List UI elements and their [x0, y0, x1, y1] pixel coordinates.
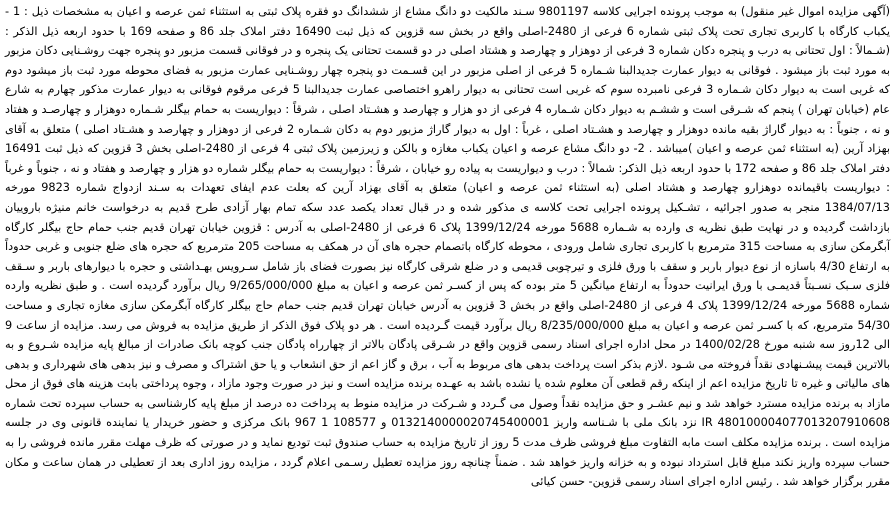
notice-body: (آگهی مزایده اموال غیر منقول) به موجب پرونده اجرایی کلاسه 9801197 سـند مالکیت دو دانگ مشاع از ششدانگ دو فقره پلاک ثبتی به استثناء ثمن عرصه و اعیان به مشخصات ذیل : 1 - یکباب کارگاه با کاربری تجاری تحت پلاک ثبتی شماره 6 فرعی از 2480-اصلی واقع در بخش سه قزوین که ذیل ثبت 16490 دفتر املاک جلد 86 و صفحه 169 با حدود اربعه ذیل الذکر : (شـمالاً : اول تحتانی به درب و پنجره دکان شماره 3 فرعی از دوهزار و چهارصد و هشتاد اصلی در دو قسمت تحتانی یک پنجره و در فوقانی قسمت مزبور دو پنجره جهت روشـنایی دکان مزبور به مورد ثبت باز میشود . فوقانی به دیوار عمارت جدیدالبنا شـماره 5 فرعی از اصلی مزبور در این قسـمت دو پنجره چهار روشـنایی عمارت مزبور به فضای محوطه مورد ثبت باز میشود دوم که غربی است به دیوار دکان شـماره 3 فرعی نامبرده سوم که غربی است تحتانی به دیوار راهرو اختصاصی عمارت جدیدالبنا 5 فرعی مرقوم فوقانی به دیوار عمارت مذکور چهارم به شارع عام (خیابان تهران ) پنجم که شـرقی است و ششـم به دیوار دکان شـماره 4 فرعی از دو هزار و چهارصد و هشـتاد اصلی ، شرقاً : دیواریست به حمام بیگلر شـماره دوهزار و چهارصـد و هفتاد و نه ، جنوباً : به دیوار گاراژ بقیه مانده دوهزار و چهارصد و هشـتاد اصلی ، غرباً : اول به دیوار گاراژ مزبور دوم به دکان شـماره 2 فرعی از دوهزار و چهارصد و هشـتاد اصلی ) متعلق به آقای بهزاد آرین (به استثناء ثمن عرصه و اعیان )میباشد . 2- دو دانگ مشاع عرصه و اعیان یکباب مغازه و بالکن و زیرزمین پلاک ثبتی 4 فرعی از 2480-اصلی بخش 3 قزوین که ذیل ثبت 16491 دفتر املاک جلد 86 و صفحه 172 با حدود اربعه ذیل الذکر: شمالاً : درب و دیواریست به پیاده رو خیابان ، شرقاً : دیواریست به حمام بیگلر شماره دو هزار و چهارصد و هفتاد و نه ، جنوباً و غرباً : دیواریست باقیمانده دوهزارو چهارصد و هشتاد اصلی (به استثناء ثمن عرصه و اعیان) متعلق به آقای بهزاد آرین که بعلت عدم ایفای تعهدات به سـند ازدواج شماره 9823 مورخه 1384/07/13 منجر به صدور اجرائیه ، تشـکیل پرونده اجرایی تحت کلاسه ی مذکور شده و در قبال تعداد یکصد عدد سکه تمام بهار آزادی طرح قدیم به درخواست خانم منیژه باروییان بازداشت گردیده و در نهایت طبق نظریه ی وارده به شـماره 5688 مورخه 1399/12/24 پلاک 6 فرعی از 2480-اصلی به آدرس : قزوین خیابان تهران قدیم جنب حمام حاج بیگلر کارگاه آبگرمکن سازی به مساحت 315 مترمربع با کاربری تجاری شامل ورودی ، محوطه کارگاه باتصمام حجره های آن در همکف به مساحت 205 مترمربع که حجره های ضلع جنوبی و غربی حدوداً به ارتفاع 4/30 باسازه از نوع دیوار باربر و سقف با ورق فلزی و تیرچوبی قدیمی و در ضلع شرقی کارگاه نیز بصورت فضای باز شامل سـرویس بهـداشتی و حجره با دیوارهای باربر و سـقف فلزی سـبک نسـبتاً قدیمـی با ورق ایرانیت حدوداً به ارتفاع میانگین 5 متر بوده که پس از کسـر ثمن عرصه و اعیان به مبلغ 9/265/000/000 ریال برآورد گردیده است . و طبق نظریه وارده شماره 5688 مورخه 1399/12/24 پلاک 4 فرعی از 2480-اصلی واقع در بخش 3 قزوین به آدرس خیابان تهران قدیم جنب حمام حاج بیگلر کارگاه آبگرمکن سازی مغازه تجاری و مساحت 54/30 مترمربع، که با کسـر ثمن عرصه و اعیان به مبلغ 8/235/000/000 ریال برآورد قیمت گـردیده است . هر دو پلاک فوق الذکر از طریق مزایده به فروش می رسد. مزایده از ساعت 9 الی 12روز سه شنبه مورخ 1400/02/28 در محل اداره اجرای اسناد رسمی قزوین واقع در شـرقی پادگان بالاتر از چهارراه پادگان جنب کوچه بانک صادرات از مبالغ پایه مزایده شـروع و به بالاترین قیمت پیشـنهادی نقداً فروخته می شـود .لازم بذکر است پرداخت بدهی های مربوط به آب ، برق و گاز اعم از حق انشعاب و یا حق اشتراک و مصرف و نیز بدهی های شهرداری و بدهی های مالیاتی و غیره تا تاریخ مزایده اعم از اینکه رقم قطعی آن معلوم شده یا نشده باشد به عهـده برنده مزایده است و نیز در صورت وجود مازاد ، وجوه پرداختی بابت هزینه های فوق از محل مازاد به برنده مزایده مسترد خواهد شد و نیم عشـر و حق مزایده نقداً وصول می گـردد و شـرکت در مزایده منوط به پرداخت ده درصد از مبلغ پایه کارشناسی به حساب سپرده تحت شماره IR 480100004077013207910608 نزد بانک ملی با شـناسه واریز 0132140000020745400001 و 108577 1 967 بانک مرکزی و حضور خریدار یا نماینده قانونی وی در جلسه مزایده است . برنده مزایده مکلف است مابه التفاوت مبلغ فروشی ظرف مدت 5 روز از تاریخ مزایده به حساب صندوق ثبت تودیع نماید و در صورتی که ظرف مهلت مقرر مانده فروشی را به حساب سپرده واریز نکند مبلغ قابل استرداد نبوده و به خزانه واریز خواهد شد . ضمناً چنانچه روز مزایده تعطیل رسـمی اعلام گردد ، مزایده روز اداری بعد از تعطیلی در همان ساعت و مکان مقرر برگزار خواهد شد . رئیس اداره اجرای اسناد رسمی قزوین- حسن کیائی: [5, 5, 891, 489]
